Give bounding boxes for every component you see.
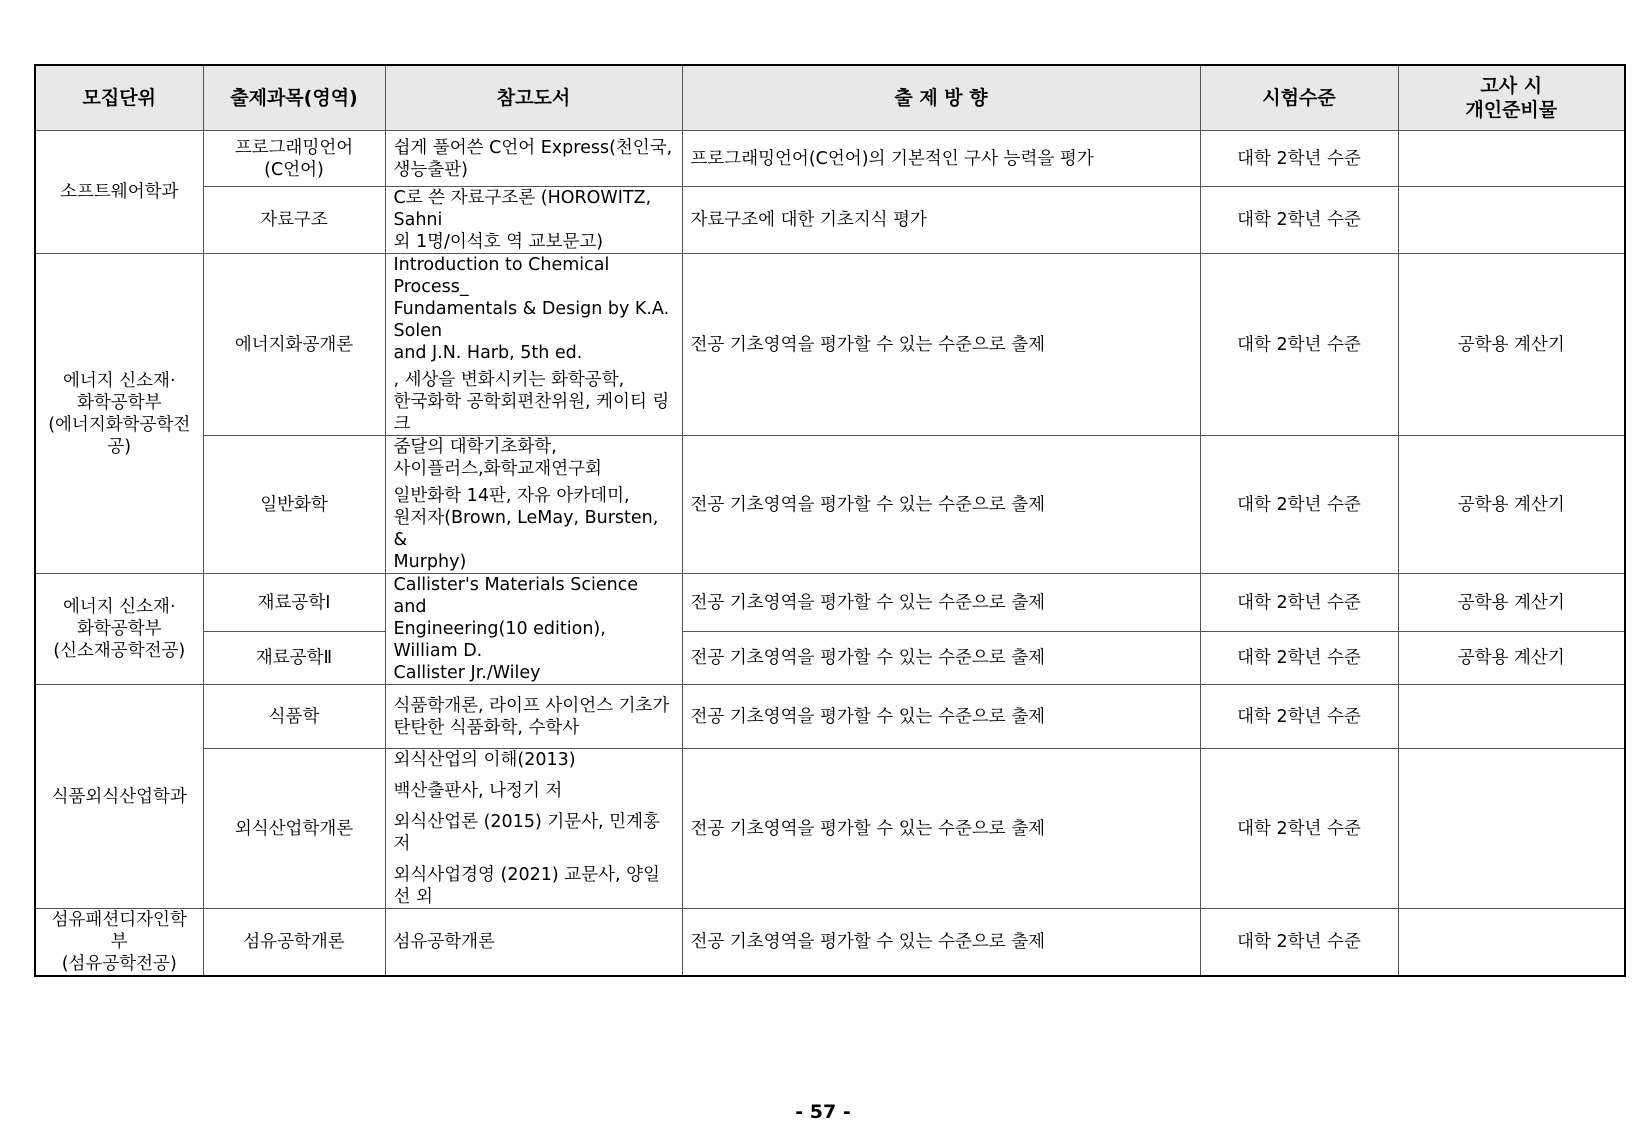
direction-cell: 전공 기초영역을 평가할 수 있는 수준으로 출제	[682, 909, 1200, 977]
table-row	[35, 909, 1625, 977]
direction-cell: 전공 기초영역을 평가할 수 있는 수준으로 출제	[682, 632, 1200, 685]
book-entry: 일반화학 14판, 자유 아카데미, 원저자(Brown, LeMay, Bursten, & Murphy)	[393, 486, 659, 572]
book-entry: 줌달의 대학기초화학, 사이플러스,화학교재연구회	[393, 437, 602, 479]
subject-cell: 재료공학Ⅱ	[203, 632, 385, 685]
page-number: - 57 -	[795, 1101, 851, 1123]
table-row	[35, 187, 1625, 254]
table-row	[35, 685, 1625, 749]
books-cell	[385, 436, 682, 574]
book-entry: 섬유공학개론	[393, 932, 495, 952]
table-row	[35, 574, 1625, 632]
subject-cell: 식품학	[203, 685, 385, 749]
level-cell: 대학 2학년 수준	[1200, 436, 1398, 574]
books-cell	[385, 187, 682, 254]
book-entry: 외식산업의 이해(2013)	[393, 750, 576, 770]
book-entry: 외식사업경영 (2021) 교문사, 양일선 외	[393, 865, 660, 907]
book-entry: C로 쓴 자료구조론 (HOROWITZ, Sahni 외 1명/이석호 역 교보문고)	[393, 188, 652, 252]
level-cell: 대학 2학년 수준	[1200, 909, 1398, 977]
books-cell	[385, 574, 682, 685]
table-row	[35, 749, 1625, 909]
prep-cell: 공학용 계산기	[1398, 254, 1625, 436]
book-entry: Callister's Materials Science and Engineering(10 edition), William D. Callister Jr./Wiley	[393, 575, 639, 683]
level-cell: 대학 2학년 수준	[1200, 254, 1398, 436]
direction-cell: 전공 기초영역을 평가할 수 있는 수준으로 출제	[682, 574, 1200, 632]
direction-cell: 전공 기초영역을 평가할 수 있는 수준으로 출제	[682, 685, 1200, 749]
book-entry: 외식산업론 (2015) 기문사, 민계홍 저	[393, 812, 660, 854]
level-cell: 대학 2학년 수준	[1200, 187, 1398, 254]
unit-cell: 식품외식산업학과	[35, 685, 203, 909]
direction-cell: 프로그래밍언어(C언어)의 기본적인 구사 능력을 평가	[682, 131, 1200, 187]
prep-cell: 공학용 계산기	[1398, 632, 1625, 685]
level-cell: 대학 2학년 수준	[1200, 749, 1398, 909]
level-cell: 대학 2학년 수준	[1200, 131, 1398, 187]
books-cell	[385, 909, 682, 977]
prep-cell	[1398, 187, 1625, 254]
direction-cell: 전공 기초영역을 평가할 수 있는 수준으로 출제	[682, 436, 1200, 574]
prep-cell	[1398, 909, 1625, 977]
table-row	[35, 254, 1625, 436]
book-entry: 쉽게 풀어쓴 C언어 Express(천인국, 생능출판)	[393, 137, 673, 180]
table-row	[35, 436, 1625, 574]
books-cell	[385, 131, 682, 187]
header-books: 참고도서	[385, 65, 682, 131]
books-cell	[385, 749, 682, 909]
subject-cell: 섬유공학개론	[203, 909, 385, 977]
prep-cell	[1398, 131, 1625, 187]
subject-cell: 외식산업학개론	[203, 749, 385, 909]
subject-cell: 에너지화공개론	[203, 254, 385, 436]
table-row	[35, 131, 1625, 187]
direction-cell: 전공 기초영역을 평가할 수 있는 수준으로 출제	[682, 749, 1200, 909]
unit-cell: 소프트웨어학과	[35, 131, 203, 254]
prep-cell	[1398, 749, 1625, 909]
direction-cell: 전공 기초영역을 평가할 수 있는 수준으로 출제	[682, 254, 1200, 436]
table-header-row	[35, 65, 1625, 131]
book-entry: , 세상을 변화시키는 화학공학, 한국화학 공학회편찬위원, 케이티 링크	[393, 370, 670, 434]
unit-cell: 에너지 신소재· 화학공학부 (신소재공학전공)	[35, 574, 203, 685]
table-row	[35, 632, 1625, 685]
prep-cell	[1398, 685, 1625, 749]
header-unit: 모집단위	[35, 65, 203, 131]
subject-cell: 일반화학	[203, 436, 385, 574]
subject-cell: 프로그래밍언어 (C언어)	[203, 131, 385, 187]
prep-cell: 공학용 계산기	[1398, 436, 1625, 574]
book-entry: 식품학개론, 라이프 사이언스 기초가 탄탄한 식품화학, 수학사	[393, 695, 670, 738]
header-prep: 고사 시 개인준비물	[1398, 65, 1625, 131]
header-level: 시험수준	[1200, 65, 1398, 131]
level-cell: 대학 2학년 수준	[1200, 574, 1398, 632]
prep-cell: 공학용 계산기	[1398, 574, 1625, 632]
unit-cell: 섬유패션디자인학부 (섬유공학전공)	[35, 909, 203, 977]
header-direction: 출 제 방 향	[682, 65, 1200, 131]
books-cell	[385, 254, 682, 436]
subject-cell: 자료구조	[203, 187, 385, 254]
subject-cell: 재료공학Ⅰ	[203, 574, 385, 632]
header-subject: 출제과목(영역)	[203, 65, 385, 131]
book-entry: Introduction to Chemical Process_ Fundamentals & Design by K.A. Solen and J.N. Harb, 5th ed.	[393, 255, 670, 363]
book-entry: 백산출판사, 나정기 저	[393, 781, 563, 801]
level-cell: 대학 2학년 수준	[1200, 685, 1398, 749]
unit-cell: 에너지 신소재· 화학공학부 (에너지화학공학전공)	[35, 254, 203, 574]
books-cell	[385, 685, 682, 749]
exam-info-table	[34, 64, 1626, 977]
level-cell: 대학 2학년 수준	[1200, 632, 1398, 685]
direction-cell: 자료구조에 대한 기초지식 평가	[682, 187, 1200, 254]
